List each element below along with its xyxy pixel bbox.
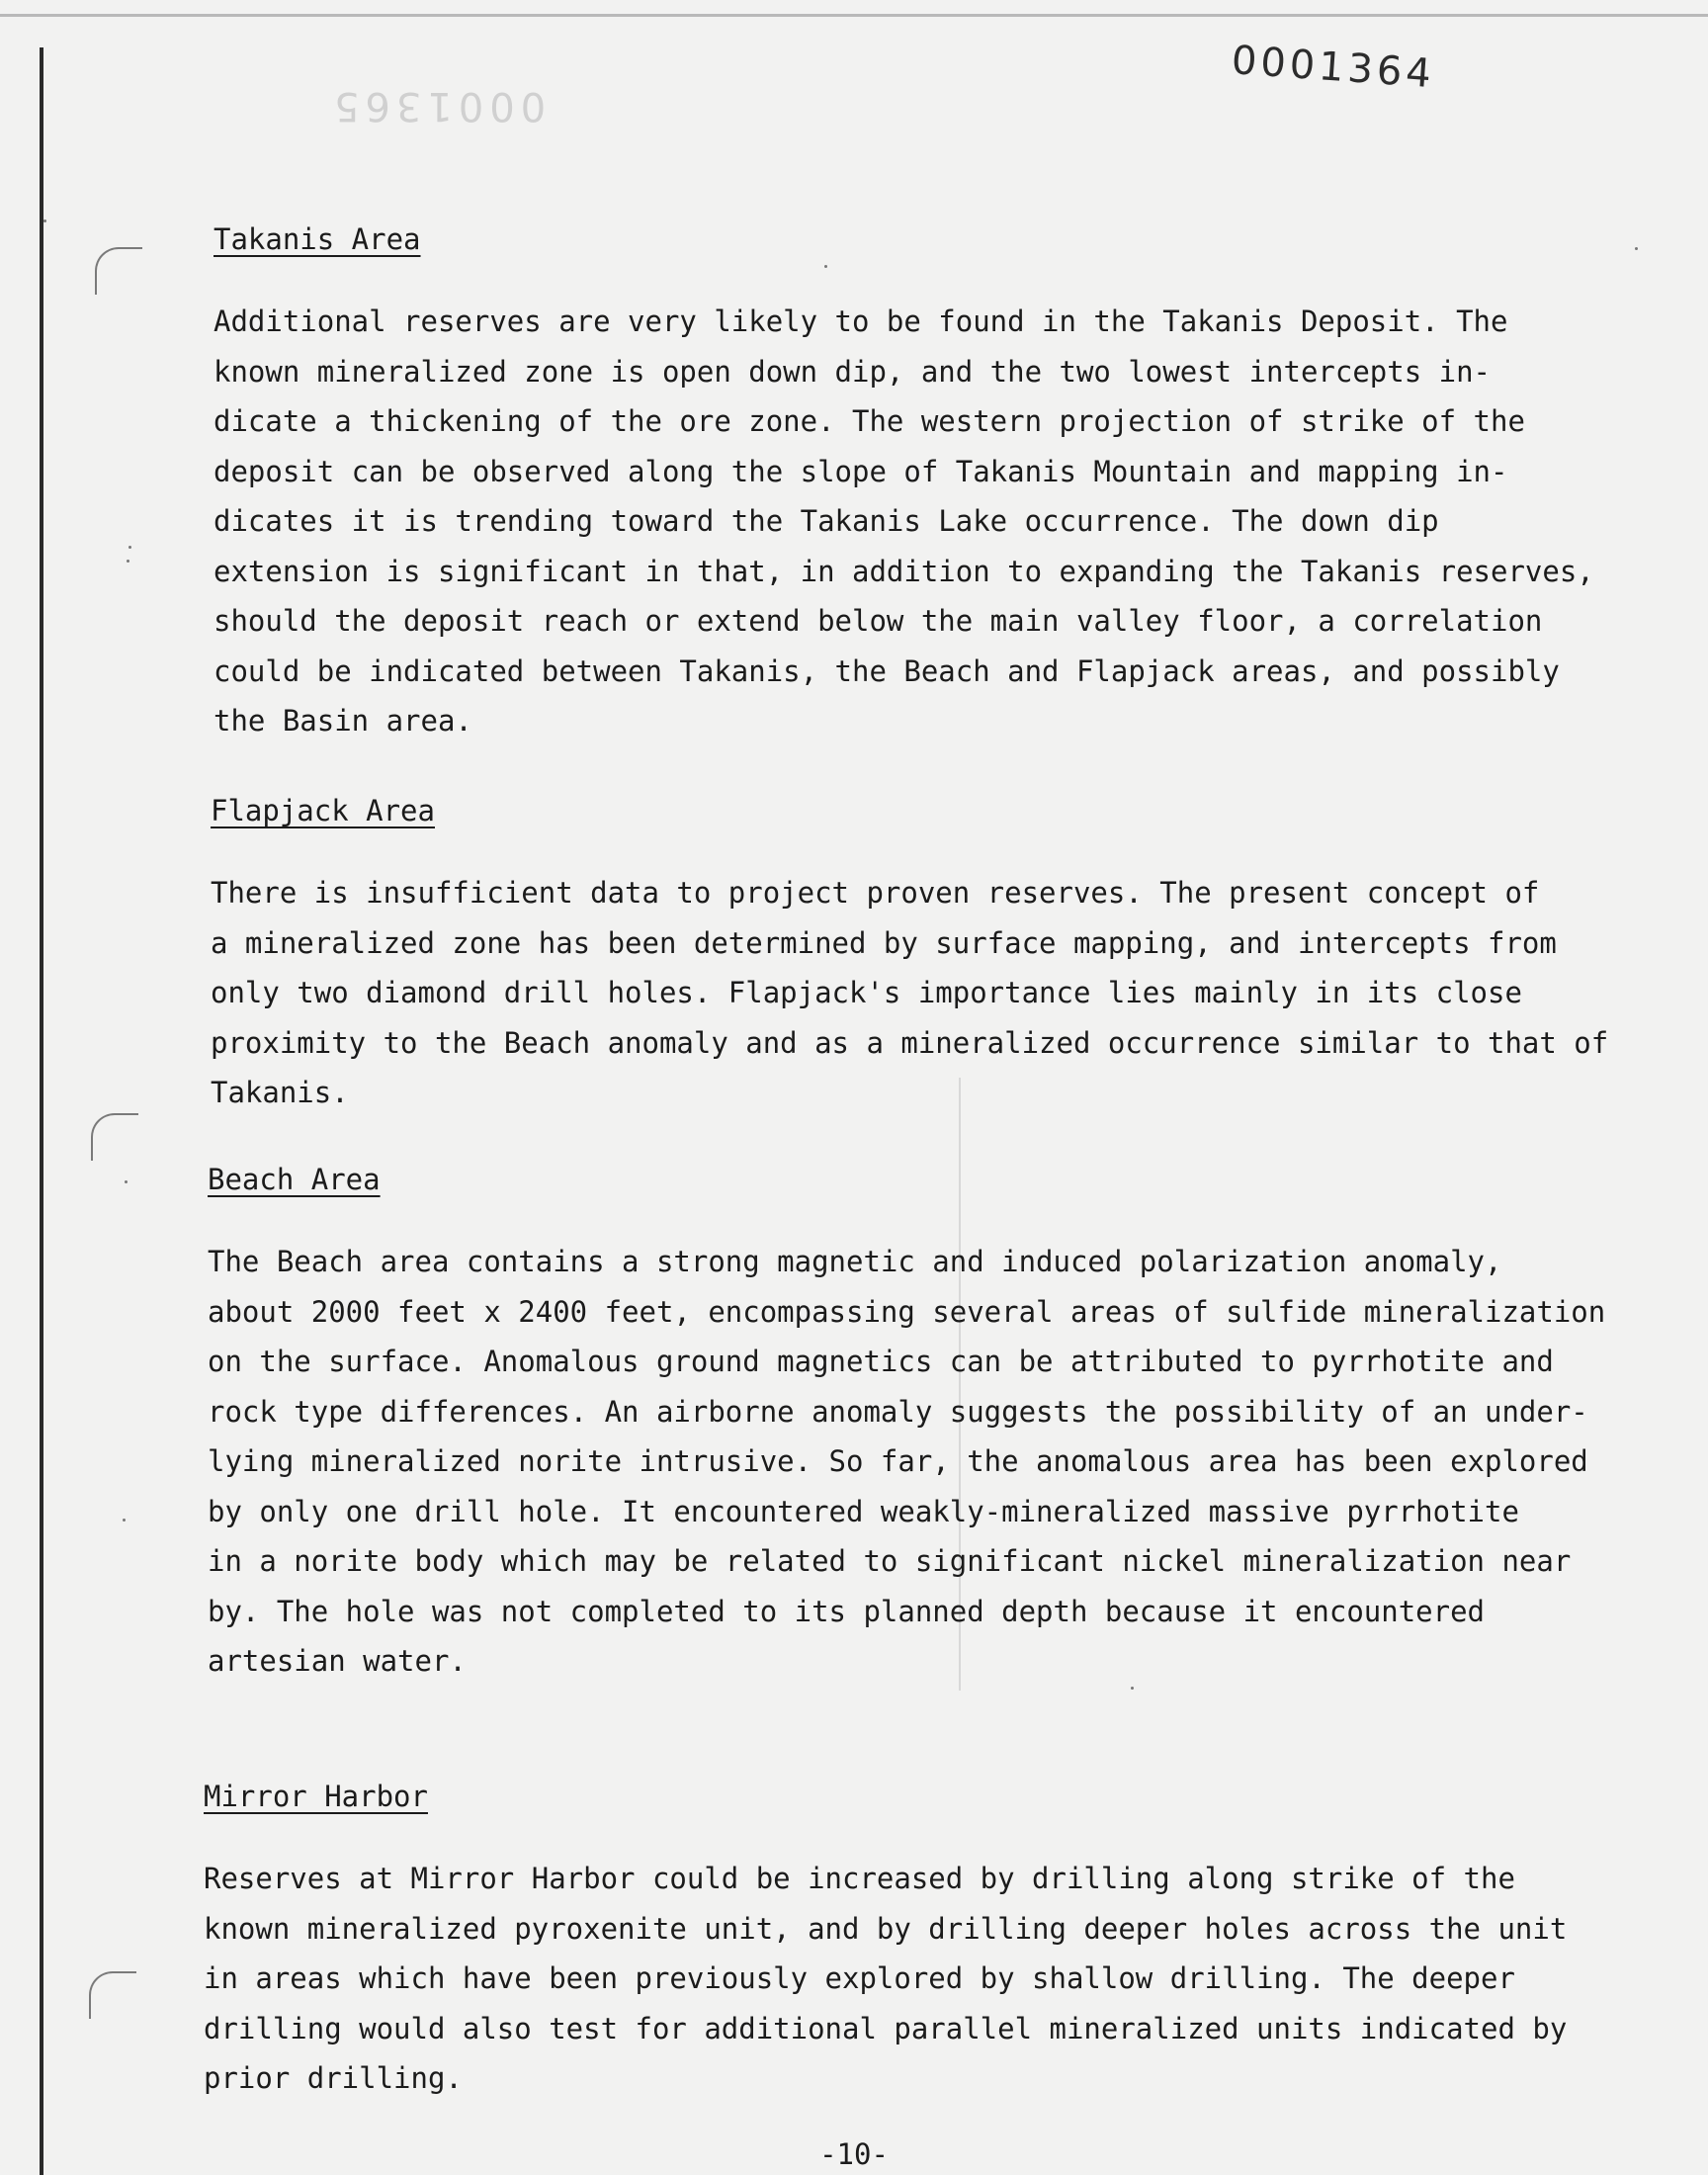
- section-heading: Mirror Harbor: [204, 1780, 428, 1813]
- section-paragraph: [211, 868, 1654, 1118]
- scan-speck: [125, 1180, 128, 1183]
- section-heading: Takanis Area: [214, 222, 421, 256]
- paragraph-line: lying mineralized norite intrusive. So far, the anomalous area has been explored: [208, 1444, 1588, 1478]
- left-margin-rule: [40, 47, 43, 2175]
- top-edge-rule: [0, 14, 1708, 17]
- scan-speck: [1131, 1687, 1134, 1690]
- paragraph-line: deposit can be observed along the slope of Takanis Mountain and mapping in-: [214, 454, 1508, 488]
- bleed-through-number: 0001365: [328, 83, 547, 129]
- document-number-stamp: 0001364: [1230, 38, 1437, 98]
- paragraph-line: could be indicated between Takanis, the Beach and Flapjack areas, and possibly: [214, 653, 1560, 688]
- scan-speck: [127, 560, 129, 563]
- paragraph-line: in areas which have been previously explored by shallow drilling. The deeper: [204, 1961, 1515, 1995]
- section-mirror-harbor: [204, 1777, 1647, 2104]
- section-paragraph: [214, 297, 1657, 746]
- paragraph-line: dicate a thickening of the ore zone. The western projection of strike of the: [214, 404, 1525, 438]
- section-paragraph: [208, 1237, 1651, 1687]
- section-beach-area: [208, 1160, 1651, 1687]
- paragraph-line: in a norite body which may be related to significant nickel mineralization near: [208, 1544, 1572, 1578]
- paragraph-line: prior drilling.: [204, 2061, 463, 2095]
- scan-speck: [123, 1519, 126, 1522]
- section-takanis-area: [214, 219, 1657, 746]
- paragraph-line: proximity to the Beach anomaly and as a mineralized occurrence similar to that of: [211, 1025, 1609, 1060]
- paragraph-line: by. The hole was not completed to its planned depth because it encountered: [208, 1594, 1486, 1628]
- paragraph-line: on the surface. Anomalous ground magnetics can be attributed to pyrrhotite and: [208, 1345, 1554, 1378]
- paragraph-line: known mineralized pyroxenite unit, and by drilling deeper holes across the unit: [204, 1911, 1568, 1946]
- section-flapjack-area: [211, 791, 1654, 1118]
- scan-speck: [43, 219, 46, 222]
- paragraph-line: Reserves at Mirror Harbor could be increased by drilling along strike of the: [204, 1862, 1515, 1895]
- paragraph-line: about 2000 feet x 2400 feet, encompassing several areas of sulfide mineralization: [208, 1294, 1606, 1329]
- paragraph-line: The Beach area contains a strong magnetic and induced polarization anomaly,: [208, 1245, 1502, 1278]
- paragraph-line: only two diamond drill holes. Flapjack's importance lies mainly in its close: [211, 976, 1522, 1009]
- section-heading: Flapjack Area: [211, 794, 435, 827]
- paragraph-line: known mineralized zone is open down dip, and the two lowest intercepts in-: [214, 354, 1492, 389]
- paragraph-line: drilling would also test for additional parallel mineralized units indicated by: [204, 2011, 1568, 2045]
- paragraph-line: artesian water.: [208, 1644, 467, 1678]
- paragraph-line: dicates it is trending toward the Takanis Lake occurrence. The down dip: [214, 504, 1439, 538]
- paragraph-line: rock type differences. An airborne anomaly suggests the possibility of an under-: [208, 1394, 1588, 1429]
- paragraph-line: should the deposit reach or extend below the main valley floor, a correlation: [214, 604, 1543, 638]
- paragraph-line: by only one drill hole. It encountered weakly-mineralized massive pyrrhotite: [208, 1494, 1519, 1528]
- paragraph-line: Takanis.: [211, 1076, 349, 1109]
- paragraph-line: There is insufficient data to project proven reserves. The present concept of: [211, 876, 1540, 910]
- punch-hole-mark: [89, 1971, 136, 2019]
- paragraph-line: Additional reserves are very likely to be found in the Takanis Deposit. The: [214, 304, 1508, 338]
- punch-hole-mark: [95, 247, 142, 295]
- paragraph-line: extension is significant in that, in addition to expanding the Takanis reserves,: [214, 554, 1594, 588]
- section-paragraph: [204, 1854, 1647, 2104]
- punch-hole-mark: [91, 1113, 138, 1161]
- paragraph-line: the Basin area.: [214, 704, 472, 738]
- scan-speck: [128, 546, 131, 549]
- page-number: -10-: [819, 2137, 889, 2171]
- section-heading: Beach Area: [208, 1163, 381, 1196]
- paragraph-line: a mineralized zone has been determined by surface mapping, and intercepts from: [211, 925, 1557, 960]
